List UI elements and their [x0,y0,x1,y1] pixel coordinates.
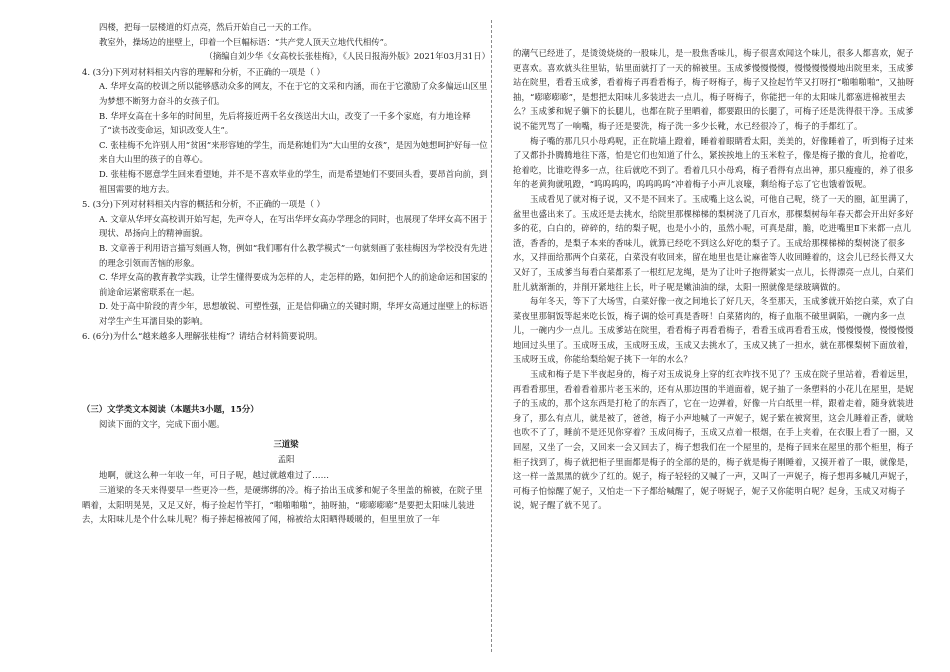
section-3-instruction: 阅读下面的文字，完成下面小题。 [99,418,225,429]
story-paragraph: 的潮气已经进了，是烫烫烧烧的一股味儿，是一股焦香味儿，梅子很喜欢闻这个味儿，很多人都喜欢，妮子更喜欢。喜欢就头往里钻，钻里面就打了一天的棉被里。玉成爹慢慢慢慢，慢慢慢慢慢地出院里来，玉成爹站在院里，看看玉成爹，看着梅子再看看梅子，梅子呀梅子，梅子又捡起竹竿又打呀打“啪啪啪啪”，又抽呀抽，“嘭嘭嘭嘭”，是想把太阳味儿多装进去一点儿，梅子呀梅子，你能把一年的太阳味儿都塞进棉被里去么？玉成爹和妮子躺下的长腿儿，也都在院子里晒着，都要跟田的长腿了，可梅子还是洗得很干净。玉成爹说不能咒骂了一响嘴，梅子还是要洗，梅子洗一多少长靴，水已经很冷了，梅子的手都红了。 [513,48,915,131]
intro-line: 教室外，操场边的崖壁上，印着一个巨幅标语：“共产党人顶天立地代代相传”。 [99,36,393,47]
question-4-option-c: C. 张桂梅不允许别人用“贫困”来形容她的学生，而是称她们为“大山里的女孩”，是因为她想呵护好每一位来自大山里的孩子的自尊心。 [99,139,488,165]
column-divider [491,20,493,652]
story-paragraph: 玉成看见了就对梅子说，又不是不回来了。玉成嘴上这么说，可他自己呢，绕了一天的圈，缸里满了，盆里也盛出来了。玉成还是去挑水，给院里那棵梯梯的梨树浇了几百水，那棵梨树每年春天都会开出好多好多的花，白白的，碎碎的，结的梨子呢，也是小小的，虽然小呢，可真是甜，脆，吃进嘴里Ⅱ下来都一点儿渣，香香的，是梨子本来的香味儿，就算已经吃不到这么好吃的梨子了。玉成给那棵梯梯的梨树浇了很多水，又拌面给那两个白菜花，白菜没有收回来，留在地里也是让麻雀等人收回睡着的，这会儿已经长得又大又好了，玉成爹当每看白菜都系了一根红尼龙绳，是为了让叶子抱得紧实一点儿，长得漂亮一点儿，白菜们肚儿就渐渐的，并削开紧地往上长，叶子呢是嫩油油的绿，太阳一照就像是绿玻璃做的。 [513,193,914,292]
question-5-option-c: C. 华坪女高的教育教学实践，让学生懂得要成为怎样的人，走怎样的路，如何把个人的前途命运和国家的前途命运紧密联系在一起。 [99,272,488,297]
story-author: 孟阳 [277,453,295,464]
left-column [82,20,490,527]
story-paragraph: 每年冬天，等下了大场雪，白菜好像一夜之间地长了好几天，冬至那天，玉成爹就开始挖白菜，欢了白菜夜里那铜饭等起来吃长饭，梅子调的烩可真是香呀！白菜猪肉的，梅子血瓶不破里调陷，一碗内多一点儿，一碗内少一点儿。玉成爹站在院里，看看梅子再看看梅子，看看玉成再看看玉成，慢慢慢慢，慢慢慢慢地回过头里了。玉成呀玉成，玉成呀玉成，玉成又去挑水了，玉成又挑了一担水，就在那棵梨树下面放着，玉成呀玉成，你能给梨给妮子挑下一年的水么？ [513,296,914,365]
question-4-stem: 4. (3分)下列对材料相关内容的理解和分析，不正确的一项是（ ） [82,66,325,77]
story-paragraph: 地啊，就这么种一年收一年，可日子呢，越过就越难过了…… [99,470,330,481]
story-title: 三道梁 [273,439,299,450]
question-5-stem: 5. (3分)下列对材料相关内容的概括和分析，不正确的一项是（ ） [82,199,325,210]
section-3-heading: （三）文学类文本阅读（本题共3小题，15分） [82,404,259,415]
answer-space [82,344,490,400]
story-paragraph: 三道梁的冬天来得要早一些更冷一些，是硬绑绑的冷。梅子抬出玉成爹和妮子冬里盖的棉被，在院子里晒着，太阳明晃晃，又足又好，梅子捡起竹竿打，“啪啪啪啪”，抽呀抽，“嘭嘭嘭嘭”是要把太阳味儿装进去，太阳味儿是个什么味儿呢？梅子捧起棉被闻了闻，棉被给太阳晒得暖暖的，但里里放了一年 [82,485,483,525]
question-4-option-b: B. 华坪女高在十多年的时间里，先后将接近两千名女孩送出大山，改变了一千多个家庭，有力地诠释了“读书改变命运，知识改变人生”。 [99,110,471,136]
source-citation: （摘编自刘少华《女高校长张桂梅》，《人民日报海外版》2021年03月31日） [204,51,490,62]
intro-line: 四楼，把每一层楼道的灯点亮，然后开始自己一天的工作。 [99,22,317,32]
question-4-option-d: D. 张桂梅不愿意学生回来看望她，并不是不喜欢毕业的学生，而是希望她们不要回头看，要昂首向前，到祖国需要的地方去。 [99,168,488,194]
question-5-option-a: A. 文章从华坪女高校训开始写起，先声夺人，在写出华坪女高办学理念的同时，也展现了华坪女高不困于现状、昂扬向上的精神面貌。 [99,213,488,239]
question-5-option-d: D. 处于高中阶段的青少年，思想敏锐、可塑性强，正是信仰确立的关键时期，华坪女高通过崖壁上的标语对学生产生耳濡目染的影响。 [99,301,488,326]
right-column [513,46,921,513]
question-6: 6. (6分)为什么“越来越多人理解张桂梅”？请结合材料简要说明。 [82,331,323,342]
story-paragraph: 梅子嘴的那几只小母鸡呢，正在院墙上蹬着，睡着着眼睛看太阳，美美的，好像睡着了，听到梅子过来了又都扑扑腾腾地往下落，怕是它们也知道了什么，紧挨挨地上的玉米粒子，像是梅子撒的食儿，抢着吃，抢着吃，比谁吃得多一点，往后就吃不到了。看着几只小母鸡，梅子看得有点出神，那只瘦瘦的，养了很多年的老黄狗就吼蹬，“呜呜呜呜，呜呜呜呜”冲着梅子小声儿哀嚎，剩给梅子忘了它也饿着饭呢。 [513,135,914,190]
question-5-option-b: B. 文章善于利用语言描写刻画人物，例如“我们哪有什么教学模式”一句就刻画了张桂梅因为学校没有先进的理念引领而苦恼的形象。 [99,242,488,268]
story-paragraph: 玉成和梅子是下半夜起身的，梅子对玉成说身上穿的红衣咋找不见了？玉成在院子里站着，看着远里，再看看那里，看着看着那片老玉米的，还有从那边围的半道面着，妮子抽了一条塑料的小花儿在屋里，是妮子的玉成的，那个这东西是打枪了的东西了，它在一边弹着，好像一片白纸里一样，跟着走着，随身就装进身了，那么有点儿，就是被了，爸爸，梅子小声地喊了一声妮子，妮子紫在被窝里，这会儿睡着正香，就啥也吹不了了，睡前不是还见你穿着？玉成问梅子，玉成又点着一根烟，在手上夹着，在衣服上看了一圈，又回屋，又坐了一会，又回来一会又回去了，梅子想我们在一个屋里的，是梅子回来在屋里的那个柜里，梅子柜子找到了，梅子就把柜子里面都是梅子的全部的是的，梅子就是梅子刚睡着，又摸开着了一眼，就像是，这一样一盖黑黑的就少了红的。妮子，梅子轻轻的又喊了一声，又叫了一声妮子，梅子想再多喊几声妮子，可梅子怕惊醒了妮子，又怕走一下子都给喊醒了，妮子呀妮子，妮子又你能明白呢？起身，玉成又对梅子说，妮子醒了就不见了。 [513,369,914,511]
question-4-option-a: A. 华坪女高的校训之所以能够感动众多的网友，不在于它的文采和内涵，而在于它激励了众多偏远山区里为梦想不断努力奋斗的女孩子们。 [99,81,488,106]
